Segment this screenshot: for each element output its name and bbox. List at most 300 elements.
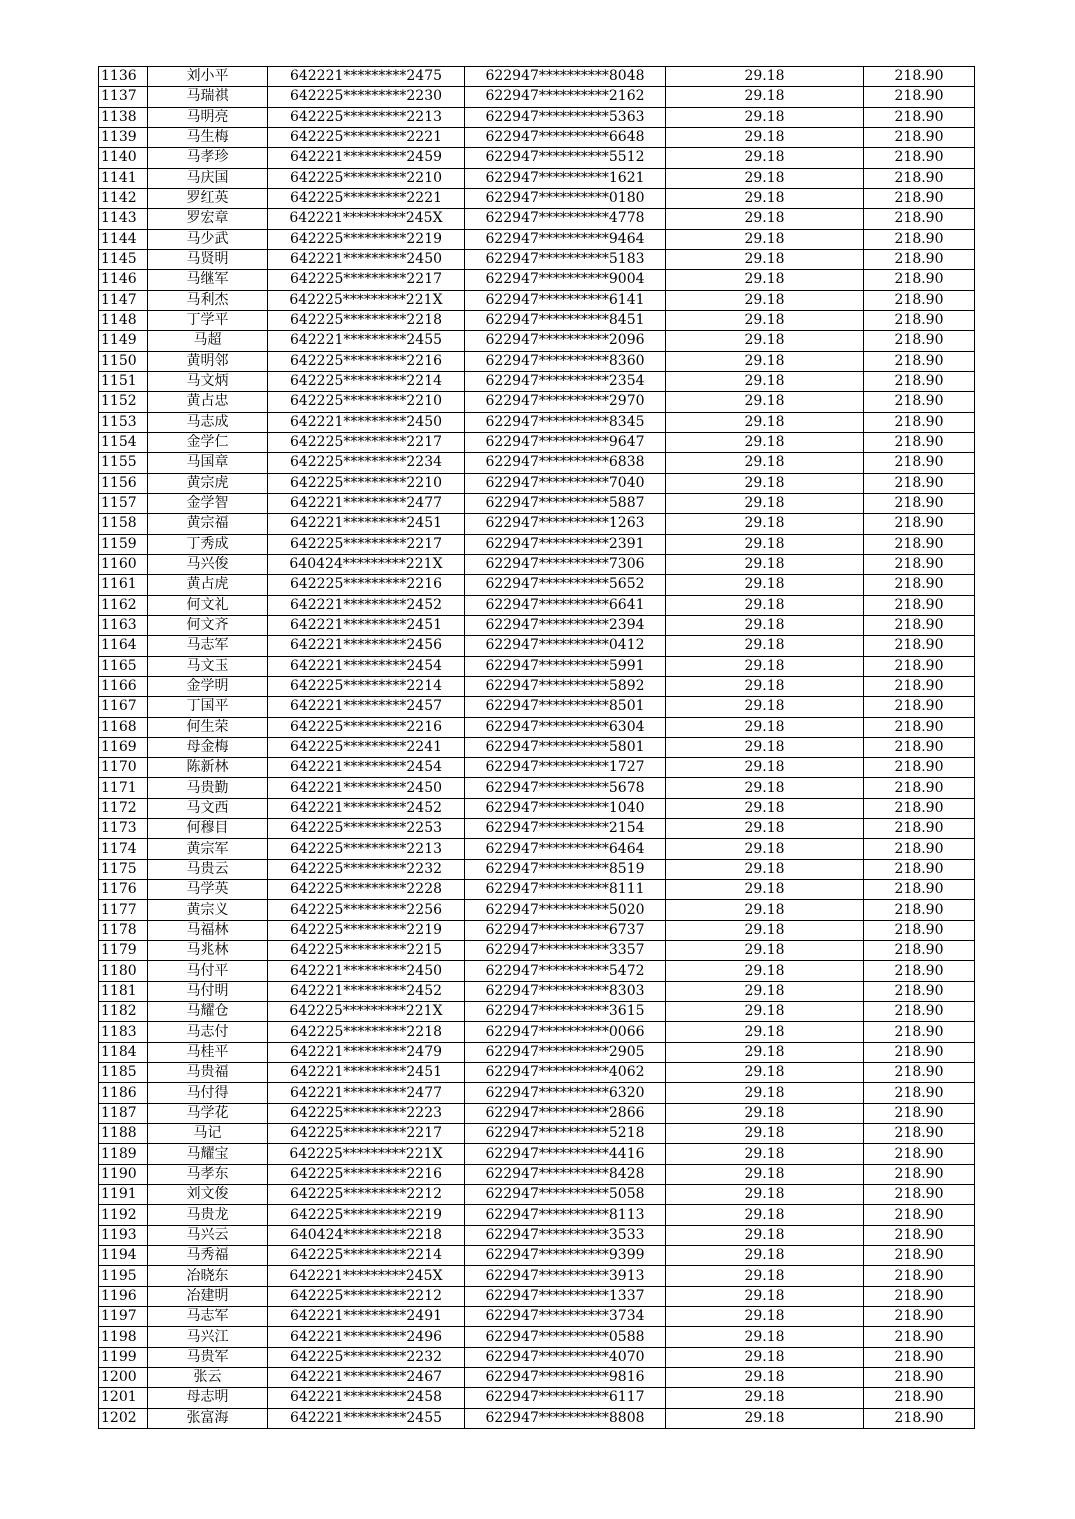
- amount-cell: 29.18: [666, 534, 864, 554]
- row-number-cell: 1149: [99, 331, 148, 351]
- id-number-cell: 642225*********2214: [268, 371, 465, 391]
- total-cell: 218.90: [864, 1164, 975, 1184]
- amount-cell: 29.18: [666, 697, 864, 717]
- name-cell: 马耀宝: [148, 1144, 268, 1164]
- id-number-cell: 642225*********2210: [268, 473, 465, 493]
- amount-cell: 29.18: [666, 819, 864, 839]
- row-number-cell: 1177: [99, 900, 148, 920]
- name-cell: 黄占忠: [148, 392, 268, 412]
- id-number-cell: 642225*********2212: [268, 1185, 465, 1205]
- id-number-cell: 642221*********2451: [268, 1063, 465, 1083]
- name-cell: 黄占虎: [148, 575, 268, 595]
- row-number-cell: 1195: [99, 1266, 148, 1286]
- row-number-cell: 1159: [99, 534, 148, 554]
- name-cell: 丁秀成: [148, 534, 268, 554]
- total-cell: 218.90: [864, 270, 975, 290]
- amount-cell: 29.18: [666, 900, 864, 920]
- table-row: [99, 473, 975, 493]
- table-row: [99, 676, 975, 696]
- row-number-cell: 1181: [99, 981, 148, 1001]
- row-number-cell: 1161: [99, 575, 148, 595]
- name-cell: 马国章: [148, 453, 268, 473]
- amount-cell: 29.18: [666, 188, 864, 208]
- id-number-cell: 642225*********2218: [268, 310, 465, 330]
- name-cell: 马兆林: [148, 941, 268, 961]
- id-number-cell: 642225*********2214: [268, 1246, 465, 1266]
- id-number-cell: 642221*********2477: [268, 493, 465, 513]
- amount-cell: 29.18: [666, 127, 864, 147]
- row-number-cell: 1187: [99, 1103, 148, 1123]
- total-cell: 218.90: [864, 107, 975, 127]
- amount-cell: 29.18: [666, 67, 864, 87]
- amount-cell: 29.18: [666, 880, 864, 900]
- row-number-cell: 1156: [99, 473, 148, 493]
- account-number-cell: 622947**********7306: [465, 554, 666, 574]
- table-row: [99, 249, 975, 269]
- name-cell: 母志明: [148, 1388, 268, 1408]
- table-row: [99, 1286, 975, 1306]
- row-number-cell: 1139: [99, 127, 148, 147]
- total-cell: 218.90: [864, 351, 975, 371]
- id-number-cell: 642221*********2451: [268, 615, 465, 635]
- row-number-cell: 1168: [99, 717, 148, 737]
- row-number-cell: 1170: [99, 758, 148, 778]
- name-cell: 金学明: [148, 676, 268, 696]
- total-cell: 218.90: [864, 554, 975, 574]
- account-number-cell: 622947**********5472: [465, 961, 666, 981]
- table-row: [99, 1327, 975, 1347]
- table-row: [99, 1022, 975, 1042]
- table-row: [99, 819, 975, 839]
- total-cell: 218.90: [864, 615, 975, 635]
- id-number-cell: 642221*********2454: [268, 656, 465, 676]
- account-number-cell: 622947**********7040: [465, 473, 666, 493]
- account-number-cell: 622947**********8303: [465, 981, 666, 1001]
- row-number-cell: 1151: [99, 371, 148, 391]
- amount-cell: 29.18: [666, 514, 864, 534]
- total-cell: 218.90: [864, 1286, 975, 1306]
- amount-cell: 29.18: [666, 1042, 864, 1062]
- name-cell: 马学花: [148, 1103, 268, 1123]
- account-number-cell: 622947**********9816: [465, 1368, 666, 1388]
- account-number-cell: 622947**********4062: [465, 1063, 666, 1083]
- row-number-cell: 1172: [99, 798, 148, 818]
- amount-cell: 29.18: [666, 1246, 864, 1266]
- account-number-cell: 622947**********1621: [465, 168, 666, 188]
- id-number-cell: 642225*********2228: [268, 880, 465, 900]
- row-number-cell: 1145: [99, 249, 148, 269]
- total-cell: 218.90: [864, 67, 975, 87]
- amount-cell: 29.18: [666, 1347, 864, 1367]
- account-number-cell: 622947**********1263: [465, 514, 666, 534]
- id-number-cell: 642221*********2455: [268, 1408, 465, 1428]
- account-number-cell: 622947**********9464: [465, 229, 666, 249]
- total-cell: 218.90: [864, 900, 975, 920]
- name-cell: 马付平: [148, 961, 268, 981]
- name-cell: 马志军: [148, 1307, 268, 1327]
- name-cell: 马贵军: [148, 1347, 268, 1367]
- total-cell: 218.90: [864, 432, 975, 452]
- name-cell: 马瑞祺: [148, 87, 268, 107]
- table-row: [99, 148, 975, 168]
- row-number-cell: 1150: [99, 351, 148, 371]
- row-number-cell: 1153: [99, 412, 148, 432]
- row-number-cell: 1143: [99, 209, 148, 229]
- amount-cell: 29.18: [666, 1307, 864, 1327]
- table-row: [99, 209, 975, 229]
- table-row: [99, 697, 975, 717]
- total-cell: 218.90: [864, 188, 975, 208]
- row-number-cell: 1163: [99, 615, 148, 635]
- total-cell: 218.90: [864, 859, 975, 879]
- total-cell: 218.90: [864, 880, 975, 900]
- table-row: [99, 1103, 975, 1123]
- row-number-cell: 1190: [99, 1164, 148, 1184]
- account-number-cell: 622947**********6464: [465, 839, 666, 859]
- name-cell: 马利杰: [148, 290, 268, 310]
- name-cell: 金学智: [148, 493, 268, 513]
- name-cell: 马兴云: [148, 1225, 268, 1245]
- row-number-cell: 1141: [99, 168, 148, 188]
- amount-cell: 29.18: [666, 371, 864, 391]
- row-number-cell: 1193: [99, 1225, 148, 1245]
- account-number-cell: 622947**********0588: [465, 1327, 666, 1347]
- name-cell: 何文礼: [148, 595, 268, 615]
- name-cell: 马明亮: [148, 107, 268, 127]
- name-cell: 马志成: [148, 412, 268, 432]
- table-row: [99, 1144, 975, 1164]
- amount-cell: 29.18: [666, 351, 864, 371]
- row-number-cell: 1175: [99, 859, 148, 879]
- account-number-cell: 622947**********6320: [465, 1083, 666, 1103]
- amount-cell: 29.18: [666, 1368, 864, 1388]
- id-number-cell: 642225*********2217: [268, 534, 465, 554]
- id-number-cell: 642225*********2210: [268, 168, 465, 188]
- table-row: [99, 859, 975, 879]
- table-row: [99, 941, 975, 961]
- row-number-cell: 1191: [99, 1185, 148, 1205]
- table-row: [99, 595, 975, 615]
- total-cell: 218.90: [864, 453, 975, 473]
- total-cell: 218.90: [864, 514, 975, 534]
- amount-cell: 29.18: [666, 331, 864, 351]
- id-number-cell: 642225*********2232: [268, 1347, 465, 1367]
- id-number-cell: 642221*********2452: [268, 981, 465, 1001]
- row-number-cell: 1158: [99, 514, 148, 534]
- table-row: [99, 1307, 975, 1327]
- id-number-cell: 642225*********2223: [268, 1103, 465, 1123]
- name-cell: 马兴江: [148, 1327, 268, 1347]
- amount-cell: 29.18: [666, 1063, 864, 1083]
- id-number-cell: 642221*********2450: [268, 412, 465, 432]
- name-cell: 黄宗军: [148, 839, 268, 859]
- id-number-cell: 642225*********2234: [268, 453, 465, 473]
- amount-cell: 29.18: [666, 676, 864, 696]
- table-row: [99, 1225, 975, 1245]
- total-cell: 218.90: [864, 717, 975, 737]
- total-cell: 218.90: [864, 1225, 975, 1245]
- id-number-cell: 642225*********2213: [268, 839, 465, 859]
- table-row: [99, 981, 975, 1001]
- name-cell: 丁国平: [148, 697, 268, 717]
- amount-cell: 29.18: [666, 1002, 864, 1022]
- row-number-cell: 1155: [99, 453, 148, 473]
- name-cell: 马学英: [148, 880, 268, 900]
- id-number-cell: 642225*********2217: [268, 432, 465, 452]
- row-number-cell: 1179: [99, 941, 148, 961]
- id-number-cell: 642221*********245X: [268, 209, 465, 229]
- roster-table: [98, 66, 975, 1429]
- amount-cell: 29.18: [666, 595, 864, 615]
- account-number-cell: 622947**********4778: [465, 209, 666, 229]
- name-cell: 马耀仓: [148, 1002, 268, 1022]
- row-number-cell: 1188: [99, 1124, 148, 1144]
- account-number-cell: 622947**********2154: [465, 819, 666, 839]
- id-number-cell: 642221*********2496: [268, 1327, 465, 1347]
- account-number-cell: 622947**********5801: [465, 737, 666, 757]
- table-row: [99, 290, 975, 310]
- id-number-cell: 642221*********2455: [268, 331, 465, 351]
- id-number-cell: 642225*********221X: [268, 1002, 465, 1022]
- account-number-cell: 622947**********5218: [465, 1124, 666, 1144]
- row-number-cell: 1142: [99, 188, 148, 208]
- id-number-cell: 642225*********2216: [268, 351, 465, 371]
- table-row: [99, 127, 975, 147]
- account-number-cell: 622947**********9399: [465, 1246, 666, 1266]
- row-number-cell: 1174: [99, 839, 148, 859]
- amount-cell: 29.18: [666, 1144, 864, 1164]
- amount-cell: 29.18: [666, 1266, 864, 1286]
- account-number-cell: 622947**********8501: [465, 697, 666, 717]
- total-cell: 218.90: [864, 331, 975, 351]
- id-number-cell: 642221*********2456: [268, 636, 465, 656]
- table-row: [99, 514, 975, 534]
- account-number-cell: 622947**********6304: [465, 717, 666, 737]
- amount-cell: 29.18: [666, 1388, 864, 1408]
- name-cell: 冶建明: [148, 1286, 268, 1306]
- id-number-cell: 642225*********2253: [268, 819, 465, 839]
- name-cell: 母金梅: [148, 737, 268, 757]
- amount-cell: 29.18: [666, 412, 864, 432]
- account-number-cell: 622947**********5058: [465, 1185, 666, 1205]
- name-cell: 马秀福: [148, 1246, 268, 1266]
- total-cell: 218.90: [864, 412, 975, 432]
- row-number-cell: 1136: [99, 67, 148, 87]
- account-number-cell: 622947**********5887: [465, 493, 666, 513]
- amount-cell: 29.18: [666, 778, 864, 798]
- amount-cell: 29.18: [666, 1124, 864, 1144]
- account-number-cell: 622947**********8519: [465, 859, 666, 879]
- total-cell: 218.90: [864, 839, 975, 859]
- total-cell: 218.90: [864, 819, 975, 839]
- total-cell: 218.90: [864, 676, 975, 696]
- row-number-cell: 1180: [99, 961, 148, 981]
- total-cell: 218.90: [864, 473, 975, 493]
- row-number-cell: 1192: [99, 1205, 148, 1225]
- account-number-cell: 622947**********2905: [465, 1042, 666, 1062]
- table-row: [99, 1347, 975, 1367]
- table-row: [99, 920, 975, 940]
- table-row: [99, 493, 975, 513]
- name-cell: 黄宗义: [148, 900, 268, 920]
- id-number-cell: 642225*********2214: [268, 676, 465, 696]
- id-number-cell: 642221*********2467: [268, 1368, 465, 1388]
- id-number-cell: 642225*********221X: [268, 290, 465, 310]
- total-cell: 218.90: [864, 920, 975, 940]
- total-cell: 218.90: [864, 697, 975, 717]
- table-row: [99, 1408, 975, 1428]
- id-number-cell: 642221*********2457: [268, 697, 465, 717]
- row-number-cell: 1185: [99, 1063, 148, 1083]
- row-number-cell: 1173: [99, 819, 148, 839]
- name-cell: 陈新林: [148, 758, 268, 778]
- row-number-cell: 1169: [99, 737, 148, 757]
- table-row: [99, 798, 975, 818]
- account-number-cell: 622947**********5991: [465, 656, 666, 676]
- amount-cell: 29.18: [666, 1022, 864, 1042]
- row-number-cell: 1171: [99, 778, 148, 798]
- row-number-cell: 1182: [99, 1002, 148, 1022]
- row-number-cell: 1166: [99, 676, 148, 696]
- table-row: [99, 310, 975, 330]
- account-number-cell: 622947**********2354: [465, 371, 666, 391]
- account-number-cell: 622947**********8113: [465, 1205, 666, 1225]
- name-cell: 罗宏章: [148, 209, 268, 229]
- id-number-cell: 642225*********2210: [268, 392, 465, 412]
- account-number-cell: 622947**********2394: [465, 615, 666, 635]
- table-row: [99, 168, 975, 188]
- total-cell: 218.90: [864, 392, 975, 412]
- account-number-cell: 622947**********5512: [465, 148, 666, 168]
- id-number-cell: 642221*********2450: [268, 778, 465, 798]
- total-cell: 218.90: [864, 1042, 975, 1062]
- row-number-cell: 1165: [99, 656, 148, 676]
- total-cell: 218.90: [864, 778, 975, 798]
- name-cell: 马福林: [148, 920, 268, 940]
- id-number-cell: 642225*********2232: [268, 859, 465, 879]
- name-cell: 金学仁: [148, 432, 268, 452]
- total-cell: 218.90: [864, 87, 975, 107]
- account-number-cell: 622947**********2866: [465, 1103, 666, 1123]
- amount-cell: 29.18: [666, 432, 864, 452]
- id-number-cell: 642225*********2217: [268, 1124, 465, 1144]
- name-cell: 张富海: [148, 1408, 268, 1428]
- name-cell: 黄明邻: [148, 351, 268, 371]
- row-number-cell: 1148: [99, 310, 148, 330]
- name-cell: 张云: [148, 1368, 268, 1388]
- table-row: [99, 229, 975, 249]
- row-number-cell: 1197: [99, 1307, 148, 1327]
- name-cell: 马生梅: [148, 127, 268, 147]
- account-number-cell: 622947**********2096: [465, 331, 666, 351]
- row-number-cell: 1146: [99, 270, 148, 290]
- name-cell: 马贵福: [148, 1063, 268, 1083]
- amount-cell: 29.18: [666, 1205, 864, 1225]
- row-number-cell: 1189: [99, 1144, 148, 1164]
- total-cell: 218.90: [864, 168, 975, 188]
- account-number-cell: 622947**********1337: [465, 1286, 666, 1306]
- account-number-cell: 622947**********5363: [465, 107, 666, 127]
- name-cell: 丁学平: [148, 310, 268, 330]
- row-number-cell: 1176: [99, 880, 148, 900]
- table-row: [99, 87, 975, 107]
- amount-cell: 29.18: [666, 1327, 864, 1347]
- table-row: [99, 432, 975, 452]
- id-number-cell: 642225*********2221: [268, 188, 465, 208]
- account-number-cell: 622947**********0180: [465, 188, 666, 208]
- row-number-cell: 1200: [99, 1368, 148, 1388]
- total-cell: 218.90: [864, 209, 975, 229]
- table-row: [99, 392, 975, 412]
- total-cell: 218.90: [864, 249, 975, 269]
- account-number-cell: 622947**********5678: [465, 778, 666, 798]
- account-number-cell: 622947**********6641: [465, 595, 666, 615]
- id-number-cell: 642225*********2219: [268, 1205, 465, 1225]
- table-row: [99, 1083, 975, 1103]
- total-cell: 218.90: [864, 1002, 975, 1022]
- total-cell: 218.90: [864, 493, 975, 513]
- total-cell: 218.90: [864, 1063, 975, 1083]
- total-cell: 218.90: [864, 127, 975, 147]
- table-row: [99, 717, 975, 737]
- total-cell: 218.90: [864, 981, 975, 1001]
- total-cell: 218.90: [864, 656, 975, 676]
- amount-cell: 29.18: [666, 1286, 864, 1306]
- row-number-cell: 1183: [99, 1022, 148, 1042]
- row-number-cell: 1160: [99, 554, 148, 574]
- account-number-cell: 622947**********3734: [465, 1307, 666, 1327]
- account-number-cell: 622947**********0412: [465, 636, 666, 656]
- total-cell: 218.90: [864, 737, 975, 757]
- amount-cell: 29.18: [666, 87, 864, 107]
- account-number-cell: 622947**********3357: [465, 941, 666, 961]
- table-row: [99, 534, 975, 554]
- name-cell: 黄宗福: [148, 514, 268, 534]
- table-row: [99, 412, 975, 432]
- account-number-cell: 622947**********2970: [465, 392, 666, 412]
- table-row: [99, 331, 975, 351]
- total-cell: 218.90: [864, 1185, 975, 1205]
- total-cell: 218.90: [864, 1144, 975, 1164]
- amount-cell: 29.18: [666, 168, 864, 188]
- id-number-cell: 642225*********2221: [268, 127, 465, 147]
- id-number-cell: 640424*********2218: [268, 1225, 465, 1245]
- table-row: [99, 1124, 975, 1144]
- name-cell: 马桂平: [148, 1042, 268, 1062]
- amount-cell: 29.18: [666, 148, 864, 168]
- roster-table-body: [99, 67, 975, 1429]
- account-number-cell: 622947**********2162: [465, 87, 666, 107]
- amount-cell: 29.18: [666, 493, 864, 513]
- account-number-cell: 622947**********5020: [465, 900, 666, 920]
- account-number-cell: 622947**********6838: [465, 453, 666, 473]
- id-number-cell: 642221*********2479: [268, 1042, 465, 1062]
- row-number-cell: 1201: [99, 1388, 148, 1408]
- total-cell: 218.90: [864, 961, 975, 981]
- table-row: [99, 1185, 975, 1205]
- account-number-cell: 622947**********6117: [465, 1388, 666, 1408]
- table-row: [99, 1205, 975, 1225]
- row-number-cell: 1198: [99, 1327, 148, 1347]
- amount-cell: 29.18: [666, 1103, 864, 1123]
- table-row: [99, 351, 975, 371]
- id-number-cell: 642221*********2459: [268, 148, 465, 168]
- total-cell: 218.90: [864, 229, 975, 249]
- id-number-cell: 642225*********2216: [268, 1164, 465, 1184]
- table-row: [99, 1246, 975, 1266]
- row-number-cell: 1144: [99, 229, 148, 249]
- account-number-cell: 622947**********4416: [465, 1144, 666, 1164]
